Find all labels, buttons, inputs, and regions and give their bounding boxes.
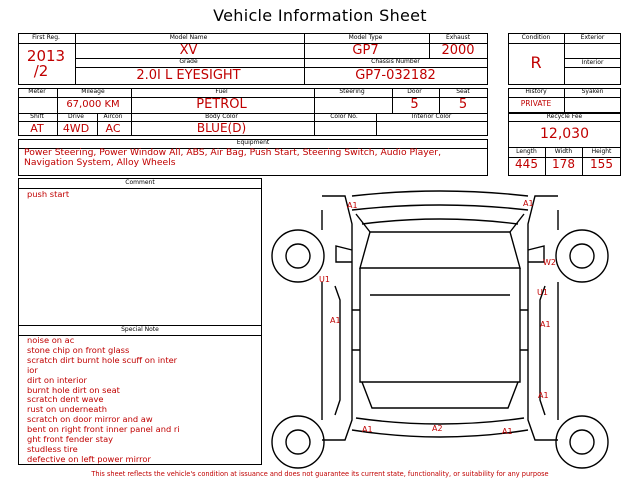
steering-label: Steering [339, 88, 365, 95]
comment-box [18, 178, 262, 326]
condition-value: R [530, 53, 542, 72]
grade-label: Grade [179, 58, 198, 65]
fuel-value: PETROL [196, 97, 247, 112]
length-value: 445 [515, 157, 538, 171]
note-item: scratch dent wave [27, 394, 104, 405]
note-item: scratch dirt burnt hole scuff on inter [27, 354, 178, 365]
grade-value: 2.0I L EYESIGHT [136, 68, 241, 83]
width-label: Width [554, 148, 573, 155]
special-notes-list [27, 336, 259, 465]
note-item: defective on left power mirror [27, 453, 151, 464]
chassis-number-value: GP7-032182 [355, 68, 436, 83]
height-label: Height [591, 148, 612, 155]
exhaust-label: Exhaust [445, 34, 471, 41]
equipment-value: Power Steering, Power Window All, ABS, Air Bag, Push Start, Steering Switch, Audio Player, Navigation System, Alloy Wheels [24, 147, 441, 168]
shift-value: AT [30, 122, 44, 135]
shift-label: Shift [30, 113, 44, 120]
first-reg-label: First Reg. [32, 34, 60, 41]
fuel-label: Fuel [215, 88, 228, 95]
note-item: burnt hole dirt on seat [27, 384, 120, 395]
special-note-label: Special Note [121, 326, 159, 333]
comment-label: Comment [125, 179, 155, 186]
damage-mark: A1 [330, 316, 341, 325]
body-color-value: BLUE(D) [196, 121, 247, 135]
seat-value: 5 [458, 97, 468, 112]
aircon-label: Aircon [103, 113, 123, 120]
note-item: dirt on interior [27, 374, 87, 385]
damage-mark: A1 [362, 425, 373, 434]
damage-mark: A1 [538, 391, 549, 400]
aircon-value: AC [105, 122, 121, 135]
mileage-value: 67,000 KM [66, 99, 120, 110]
damage-mark: A1 [347, 201, 358, 210]
note-item: ght front fender stay [27, 434, 114, 445]
height-value: 155 [590, 157, 613, 171]
body-color-label: Body Color [205, 113, 238, 120]
note-item: noise on ac [27, 335, 75, 345]
model-name-value: XV [179, 43, 198, 58]
history-label: History [525, 88, 547, 95]
condition-label: Condition [521, 34, 551, 41]
seat-label: Seat [456, 88, 470, 95]
door-label: Door [407, 88, 422, 95]
model-name-label: Model Name [169, 34, 208, 41]
interior-color-label: Interior Color [411, 113, 452, 120]
door-value: 5 [410, 97, 419, 112]
damage-mark: U1 [537, 288, 548, 297]
recycle-fee-label: Recycle Fee [546, 113, 583, 120]
first-reg-year: 2013 [26, 47, 66, 65]
first-reg-month: /2 [33, 62, 49, 80]
car-damage-diagram [266, 178, 640, 470]
damage-mark: W2 [543, 258, 556, 267]
width-value: 178 [552, 157, 575, 171]
drive-value: 4WD [62, 122, 90, 135]
color-no-label: Color No. [330, 113, 358, 120]
history-value: PRIVATE [520, 99, 552, 108]
note-item: studless tire [27, 443, 78, 454]
damage-mark: A1 [523, 199, 534, 208]
equipment-label: Equipment [236, 139, 270, 146]
damage-mark: U1 [319, 275, 330, 284]
note-item: scratch on door mirror and aw [27, 414, 153, 425]
note-item: rust on underneath [27, 404, 107, 415]
model-type-label: Model Type [348, 34, 383, 41]
damage-mark: A2 [432, 424, 443, 433]
meter-label: Meter [28, 88, 46, 95]
model-type-value: GP7 [352, 43, 379, 58]
damage-mark: A1 [502, 427, 513, 436]
note-item: stone chip on front glass [27, 344, 130, 355]
mileage-label: Mileage [81, 88, 105, 95]
exterior-label: Exterior [580, 34, 605, 41]
note-item: ior [27, 364, 38, 375]
syaken-label: Syaken [581, 88, 604, 95]
footer-disclaimer: This sheet reflects the vehicle's condition at issuance and does not guarantee its current state, functionality, or suitability for any purpose [91, 470, 549, 478]
recycle-fee-value: 12,030 [540, 126, 589, 142]
comment-text: push start [27, 189, 70, 199]
page-title: Vehicle Information Sheet [213, 6, 427, 25]
length-label: Length [516, 148, 537, 155]
damage-mark: A1 [540, 320, 551, 329]
interior-label: Interior [581, 59, 604, 66]
chassis-number-label: Chassis Number [371, 58, 420, 65]
note-item: bent on right front inner panel and ri [27, 424, 180, 435]
drive-label: Drive [68, 113, 84, 120]
exhaust-value: 2000 [441, 43, 475, 58]
